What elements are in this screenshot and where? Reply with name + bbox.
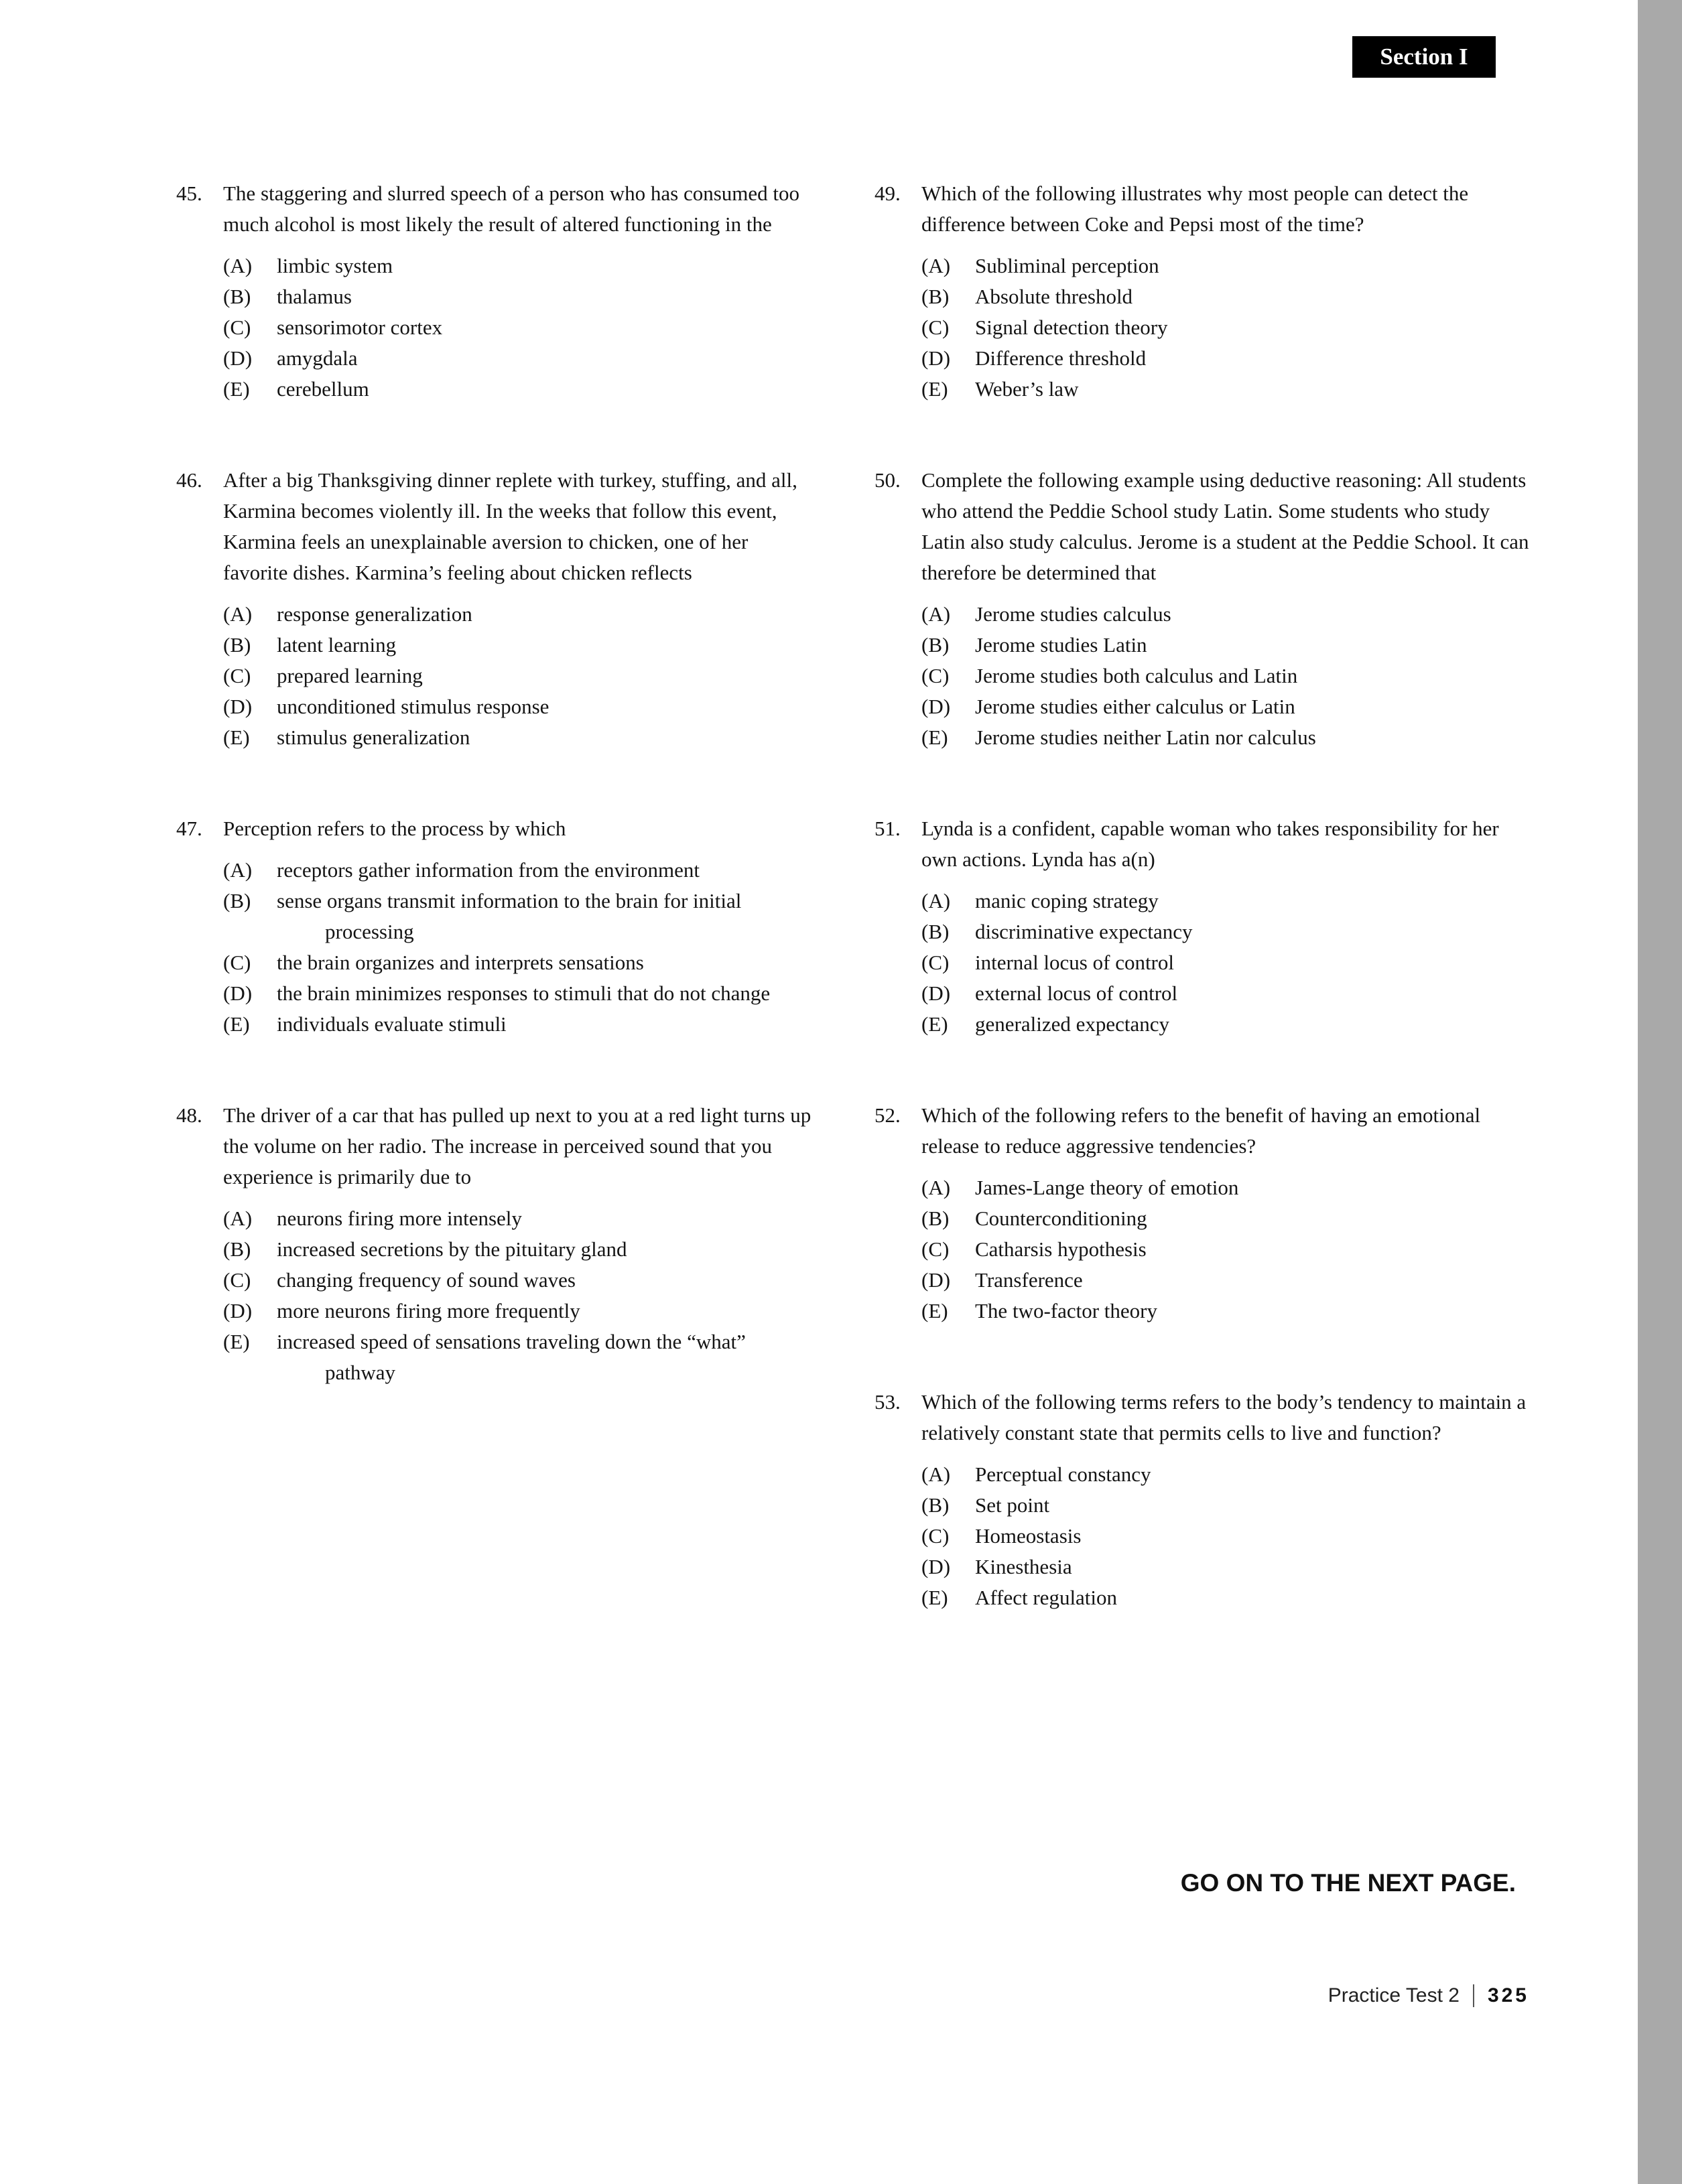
- answer-choice: [921, 722, 1538, 753]
- choice-text: Absolute threshold: [975, 285, 1133, 308]
- answer-choice: [921, 1234, 1538, 1265]
- choice-letter: (A): [223, 254, 253, 277]
- question-number: 50.: [875, 468, 901, 492]
- answer-choices: [921, 599, 1538, 753]
- answer-choices: [223, 599, 813, 753]
- choice-text: Weber’s law: [975, 377, 1079, 401]
- choice-letter: (B): [921, 633, 950, 657]
- go-on-instruction: GO ON TO THE NEXT PAGE.: [1180, 1869, 1516, 1897]
- question-stem-row: [875, 465, 1538, 588]
- choice-text: changing frequency of sound waves: [277, 1268, 576, 1292]
- choice-text: Jerome studies both calculus and Latin: [975, 664, 1298, 687]
- choice-text: the brain minimizes responses to stimuli that do not change: [277, 981, 771, 1005]
- answer-choices: [223, 251, 813, 405]
- choice-text: increased speed of sensations traveling down the “what” pathway: [277, 1330, 746, 1384]
- choice-letter: (A): [921, 602, 951, 626]
- choice-text: Transference: [975, 1268, 1083, 1292]
- answer-choice: [921, 251, 1538, 281]
- choice-text: cerebellum: [277, 377, 369, 401]
- answer-choice: [223, 281, 813, 312]
- choice-text: James-Lange theory of emotion: [975, 1176, 1239, 1199]
- section-badge-label: Section I: [1380, 44, 1468, 70]
- choice-letter: (E): [223, 1330, 250, 1353]
- choice-text: Jerome studies calculus: [975, 602, 1171, 626]
- choice-text: sense organs transmit information to the brain for initial processing: [277, 889, 742, 943]
- answer-choice: [223, 886, 813, 947]
- answer-choice: [921, 281, 1538, 312]
- choice-text: amygdala: [277, 346, 358, 370]
- choice-text: increased secretions by the pituitary gland: [277, 1237, 627, 1261]
- answer-choice: [223, 1009, 813, 1040]
- footer-test-label: Practice Test 2: [1328, 1984, 1460, 2006]
- question-stem: Complete the following example using deductive reasoning: All students who attend the Peddie School study Latin. Some students who study Latin also study calculus. Jerome is a student at the Peddie School. It can therefore be determined that: [921, 468, 1529, 584]
- answer-choices: [223, 855, 813, 1040]
- choice-text: Perceptual constancy: [975, 1462, 1151, 1486]
- choice-text: latent learning: [277, 633, 397, 657]
- choice-letter: (D): [223, 346, 253, 370]
- choice-text: Catharsis hypothesis: [975, 1237, 1147, 1261]
- question: [875, 1387, 1538, 1613]
- choice-letter: (B): [921, 285, 950, 308]
- answer-choice: [223, 978, 813, 1009]
- footer-page-number: 325: [1487, 1984, 1529, 2006]
- question-number: 52.: [875, 1103, 901, 1127]
- choice-letter: (D): [223, 1299, 253, 1322]
- choice-letter: (A): [921, 254, 951, 277]
- choice-text: limbic system: [277, 254, 393, 277]
- choice-letter: (C): [223, 1268, 251, 1292]
- question-stem: Which of the following illustrates why most people can detect the difference between Coke and Pepsi most of the time?: [921, 182, 1469, 236]
- choice-letter: (A): [223, 1207, 253, 1230]
- choice-text: the brain organizes and interprets sensations: [277, 951, 644, 974]
- question: [875, 465, 1538, 753]
- answer-choice: [223, 691, 813, 722]
- choice-letter: (C): [921, 1237, 950, 1261]
- choice-letter: (E): [921, 1586, 948, 1609]
- answer-choice: [223, 599, 813, 630]
- answer-choice: [223, 1326, 813, 1388]
- page-footer: [1328, 1984, 1529, 2007]
- choice-letter: (D): [921, 695, 951, 718]
- choice-letter: (D): [223, 695, 253, 718]
- choice-text: response generalization: [277, 602, 472, 626]
- choice-text: internal locus of control: [975, 951, 1174, 974]
- answer-choice: [921, 1490, 1538, 1521]
- choice-letter: (E): [921, 726, 948, 749]
- choice-letter: (B): [223, 285, 251, 308]
- question-number: 45.: [176, 182, 202, 205]
- choice-letter: (D): [921, 1555, 951, 1578]
- choice-letter: (C): [223, 316, 251, 339]
- question-number: 47.: [176, 817, 202, 840]
- choice-text: individuals evaluate stimuli: [277, 1012, 507, 1036]
- question-stem: After a big Thanksgiving dinner replete with turkey, stuffing, and all, Karmina becomes violently ill. In the weeks that follow this event, Karmina feels an unexplainable aversion to chicken, one of her favorite dishes. Karmina’s feeling about chicken reflects: [223, 468, 797, 584]
- choice-letter: (D): [921, 981, 951, 1005]
- question: [875, 813, 1538, 1040]
- choice-letter: (A): [223, 602, 253, 626]
- choice-letter: (E): [921, 1012, 948, 1036]
- answer-choice: [921, 1296, 1538, 1326]
- choice-letter: (C): [921, 951, 950, 974]
- answer-choice: [921, 1203, 1538, 1234]
- choice-text: Subliminal perception: [975, 254, 1159, 277]
- choice-letter: (E): [223, 1012, 250, 1036]
- answer-choice: [223, 251, 813, 281]
- question: [176, 178, 813, 405]
- answer-choice: [921, 661, 1538, 691]
- choice-letter: (A): [921, 1462, 951, 1486]
- answer-choice: [921, 599, 1538, 630]
- section-badge: [1352, 36, 1496, 78]
- answer-choice: [921, 1459, 1538, 1490]
- answer-choice: [223, 722, 813, 753]
- choice-letter: (C): [223, 664, 251, 687]
- question-stem: Lynda is a confident, capable woman who takes responsibility for her own actions. Lynda has a(n): [921, 817, 1499, 871]
- answer-choice: [921, 916, 1538, 947]
- choice-letter: (B): [223, 1237, 251, 1261]
- question-stem-row: [176, 465, 813, 588]
- choice-text: The two-factor theory: [975, 1299, 1157, 1322]
- choice-text: thalamus: [277, 285, 352, 308]
- question-stem: Which of the following terms refers to the body’s tendency to maintain a relatively constant state that permits cells to live and function?: [921, 1390, 1527, 1444]
- answer-choice: [921, 630, 1538, 661]
- choice-text: Signal detection theory: [975, 316, 1168, 339]
- choice-text: manic coping strategy: [975, 889, 1159, 912]
- answer-choice: [921, 978, 1538, 1009]
- answer-choice: [223, 630, 813, 661]
- question-stem: The driver of a car that has pulled up next to you at a red light turns up the volume on her radio. The increase in perceived sound that you experience is primarily due to: [223, 1103, 812, 1188]
- choice-letter: (C): [921, 664, 950, 687]
- choice-text: discriminative expectancy: [975, 920, 1193, 943]
- question-stem: Perception refers to the process by which: [223, 817, 566, 840]
- answer-choice: [921, 374, 1538, 405]
- answer-choices: [223, 1203, 813, 1388]
- question-stem-row: [176, 1100, 813, 1192]
- choice-text: Jerome studies neither Latin nor calculus: [975, 726, 1316, 749]
- choice-letter: (D): [921, 1268, 951, 1292]
- left-column: [176, 178, 813, 1674]
- choice-letter: (E): [223, 377, 250, 401]
- answer-choices: [921, 1459, 1538, 1613]
- choice-text: prepared learning: [277, 664, 423, 687]
- choice-text: external locus of control: [975, 981, 1178, 1005]
- choice-text: Kinesthesia: [975, 1555, 1072, 1578]
- answer-choice: [921, 1009, 1538, 1040]
- answer-choice: [921, 947, 1538, 978]
- choice-letter: (A): [921, 1176, 951, 1199]
- choice-letter: (C): [921, 1524, 950, 1548]
- answer-choice: [223, 1234, 813, 1265]
- page-edge-strip: [1638, 0, 1682, 2184]
- choice-letter: (A): [921, 889, 951, 912]
- choice-letter: (E): [223, 726, 250, 749]
- answer-choice: [223, 1203, 813, 1234]
- answer-choice: [921, 1582, 1538, 1613]
- question: [875, 1100, 1538, 1326]
- question: [875, 178, 1538, 405]
- question-number: 53.: [875, 1390, 901, 1414]
- choice-text: Jerome studies either calculus or Latin: [975, 695, 1295, 718]
- choice-letter: (E): [921, 377, 948, 401]
- choice-letter: (A): [223, 858, 253, 882]
- choice-text: Affect regulation: [975, 1586, 1118, 1609]
- choice-letter: (D): [223, 981, 253, 1005]
- answer-choice: [921, 1265, 1538, 1296]
- choice-text: unconditioned stimulus response: [277, 695, 549, 718]
- question-stem-row: [875, 1100, 1538, 1162]
- choice-text: receptors gather information from the environment: [277, 858, 700, 882]
- choice-letter: (B): [223, 889, 251, 912]
- choice-letter: (C): [921, 316, 950, 339]
- question-stem: Which of the following refers to the benefit of having an emotional release to reduce aggressive tendencies?: [921, 1103, 1481, 1158]
- question-stem-row: [875, 813, 1538, 875]
- answer-choice: [921, 343, 1538, 374]
- answer-choice: [921, 1552, 1538, 1582]
- choice-text: stimulus generalization: [277, 726, 470, 749]
- question-columns: [176, 178, 1538, 1674]
- answer-choice: [921, 1172, 1538, 1203]
- answer-choice: [223, 661, 813, 691]
- choice-letter: (E): [921, 1299, 948, 1322]
- answer-choice: [921, 886, 1538, 916]
- question: [176, 1100, 813, 1388]
- answer-choice: [921, 691, 1538, 722]
- choice-letter: (B): [921, 1493, 950, 1517]
- question-stem-row: [176, 178, 813, 240]
- answer-choice: [223, 947, 813, 978]
- footer-divider: [1473, 1984, 1474, 2007]
- answer-choice: [921, 312, 1538, 343]
- choice-letter: (B): [223, 633, 251, 657]
- question: [176, 813, 813, 1040]
- answer-choice: [223, 312, 813, 343]
- question: [176, 465, 813, 753]
- question-stem-row: [176, 813, 813, 844]
- answer-choice: [223, 855, 813, 886]
- answer-choices: [921, 1172, 1538, 1326]
- choice-text: Counterconditioning: [975, 1207, 1147, 1230]
- question-number: 51.: [875, 817, 901, 840]
- question-stem-row: [875, 1387, 1538, 1448]
- choice-text: Difference threshold: [975, 346, 1147, 370]
- choice-text: Set point: [975, 1493, 1050, 1517]
- choice-text: Homeostasis: [975, 1524, 1082, 1548]
- choice-letter: (B): [921, 1207, 950, 1230]
- question-number: 48.: [176, 1103, 202, 1127]
- answer-choice: [223, 1265, 813, 1296]
- choice-letter: (B): [921, 920, 950, 943]
- answer-choice: [223, 374, 813, 405]
- answer-choices: [921, 251, 1538, 405]
- choice-text: sensorimotor cortex: [277, 316, 443, 339]
- answer-choice: [921, 1521, 1538, 1552]
- right-column: [875, 178, 1538, 1674]
- choice-text: generalized expectancy: [975, 1012, 1170, 1036]
- choice-text: neurons firing more intensely: [277, 1207, 522, 1230]
- choice-text: more neurons firing more frequently: [277, 1299, 580, 1322]
- choice-letter: (C): [223, 951, 251, 974]
- question-stem: The staggering and slurred speech of a person who has consumed too much alcohol is most likely the result of altered functioning in the: [223, 182, 800, 236]
- choice-text: Jerome studies Latin: [975, 633, 1147, 657]
- answer-choices: [921, 886, 1538, 1040]
- answer-choice: [223, 343, 813, 374]
- question-number: 46.: [176, 468, 202, 492]
- question-stem-row: [875, 178, 1538, 240]
- choice-letter: (D): [921, 346, 951, 370]
- question-number: 49.: [875, 182, 901, 205]
- answer-choice: [223, 1296, 813, 1326]
